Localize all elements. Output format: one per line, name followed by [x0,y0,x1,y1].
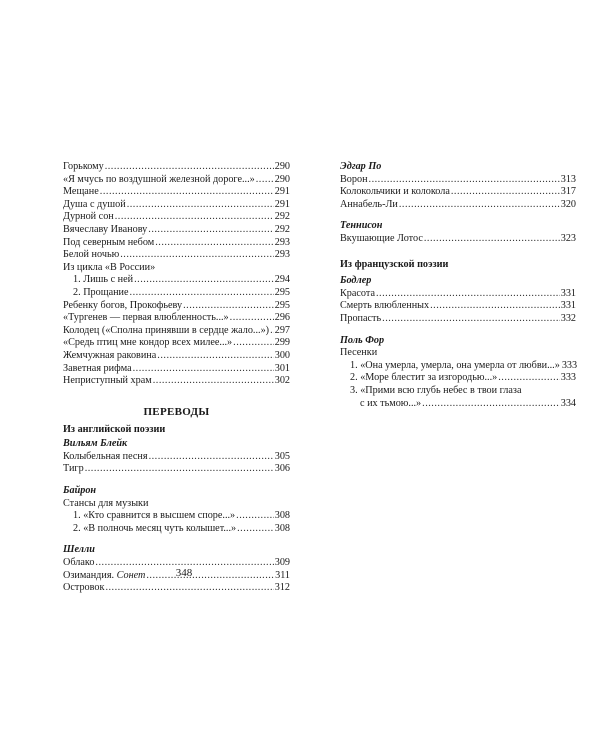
toc-entry [63,451,290,464]
toc-leader [148,224,273,237]
toc-title: «Тургенев — первая влюбленность...» [63,312,229,324]
toc-entry [340,199,576,212]
toc-page: 290 [274,161,290,172]
toc-title: Неприступный храм [63,375,152,387]
toc-leader [127,199,274,212]
toc-page: 317 [560,186,576,198]
toc-title: Заветная рифма [63,362,132,374]
toc-entry [63,375,290,388]
toc-entry [63,523,290,536]
toc-leader [133,363,274,376]
toc-page: 309 [274,557,290,569]
toc-entry [63,337,290,350]
toc-leader [233,337,274,350]
section-english: Из английской поэзии [63,423,166,435]
toc-page: 331 [560,300,576,312]
toc-leader [424,233,560,246]
toc-page: 302 [274,375,290,387]
toc-leader [451,186,560,199]
author-tennyson: Теннисон [340,220,383,232]
toc-title: 2. «Море блестит за изгородью...» [350,372,498,384]
toc-leader [100,186,274,199]
toc-title: Мещане [63,186,99,198]
author-poe: Эдгар По [340,161,382,172]
toc-title: 1. Лишь с ней [73,274,134,286]
toc-entry [63,510,290,523]
toc-title: 1. «Кто сравнится в высшем споре...» [73,510,236,522]
toc-entry [63,186,290,199]
toc-title: Горькому [63,161,104,172]
toc-entry [340,398,576,411]
toc-page: 334 [560,397,576,409]
author-baudelaire: Бодлер [340,275,372,287]
toc-title-subtitle: Сонет [116,569,146,581]
toc-leader [256,174,274,187]
toc-page: 301 [274,362,290,374]
author-blake: Вильям Блейк [63,438,128,450]
toc-title: Колодец («Сполна принявши в сердце жало...») [63,324,270,336]
toc-entry [63,363,290,376]
toc-title: Смерть влюбленных [340,300,430,312]
toc-entry [63,174,290,187]
author-byron: Байрон [63,485,97,497]
toc-title: Красота [340,287,375,299]
section-french: Из французской поэзии [340,258,449,270]
toc-leader [399,199,560,212]
toc-page: 311 [275,569,290,581]
toc-title: Тигр [63,463,84,475]
author-fort: Поль Фор [340,334,385,346]
toc-entry [63,237,290,250]
toc-leader [157,350,273,363]
toc-title: Пропасть [340,312,382,324]
right-column [340,161,576,410]
toc-page: 294 [274,274,290,286]
toc-title-continuation: с их тьмою...» [360,397,422,409]
toc-title: 3. «Прими всю глубь небес в твои глаза [350,384,522,396]
toc-title: Колокольчики и колокола [340,186,450,198]
toc-leader [120,249,274,262]
toc-entry [63,249,290,262]
toc-leader [105,161,274,174]
toc-page: 292 [274,223,290,235]
toc-entry [63,287,290,300]
toc-title: «Средь птиц мне кондор всех милее...» [63,337,233,349]
toc-leader [376,288,560,301]
toc-title: Вкушающие Лотос [340,232,423,244]
toc-page: 295 [274,286,290,298]
toc-page: 291 [274,198,290,210]
toc-leader [270,325,274,338]
toc-entry [63,463,290,476]
toc-leader [115,211,274,224]
toc-title: Белой ночью [63,249,120,261]
toc-leader [130,287,274,300]
toc-page: 332 [560,312,576,324]
toc-entry [63,199,290,212]
toc-leader [105,582,273,595]
translations-heading: ПЕРЕВОДЫ [143,405,210,418]
toc-page: 308 [274,510,290,522]
toc-leader [237,523,274,536]
toc-list-poems [63,161,290,388]
toc-page: 300 [274,349,290,361]
toc-title: 2. Прощание [73,286,129,298]
cycle-title: Из цикла «В России» [63,261,156,273]
toc-entry [63,312,290,325]
toc-leader [153,375,274,388]
toc-page: 323 [560,232,576,244]
toc-leader [382,313,560,326]
toc-page: 320 [560,198,576,210]
toc-title: Душа с душой [63,198,126,210]
toc-page: 296 [274,312,290,324]
toc-entry [63,224,290,237]
toc-title: 1. «Она умерла, умерла, она умерла от любви...» [350,359,560,371]
toc-title: Облако [63,557,95,569]
group-title: Песенки [340,347,378,359]
toc-entry [63,325,290,338]
toc-title: Дурной сон [63,211,114,223]
left-column [63,161,290,595]
toc-leader [369,174,560,187]
toc-leader [183,300,274,313]
toc-entry [63,582,290,595]
toc-entry [340,372,576,385]
toc-entry [63,350,290,363]
toc-page: 293 [274,249,290,261]
toc-title-main: Озимандия. [63,569,115,581]
toc-leader [230,312,274,325]
toc-leader [430,300,560,313]
toc-entry [340,288,576,301]
toc-page: 331 [560,287,576,299]
toc-leader [422,398,560,411]
toc-entry [63,300,290,313]
toc-title: Ребенку богов, Прокофьеву [63,299,183,311]
toc-page: 312 [274,582,290,594]
toc-leader [85,463,274,476]
toc-leader [134,274,274,287]
toc-page: 299 [274,337,290,349]
toc-page: 292 [274,211,290,223]
toc-page: 297 [274,324,290,336]
page-number: 348 [175,567,193,579]
toc-page: 293 [274,236,290,248]
toc-title: Под северным небом [63,236,155,248]
toc-entry [340,186,576,199]
toc-leader [498,372,560,385]
toc-entry [63,161,290,174]
toc-title: Вячеславу Иванову [63,223,148,235]
toc-title: «Я мчусь по воздушной железной дороге...» [63,173,255,185]
toc-entry [340,233,576,246]
toc-title: 2. «В полночь месяц чуть колышет...» [73,522,237,534]
toc-title: Островок [63,582,105,594]
toc-page: 305 [274,450,290,462]
toc-leader [236,510,274,523]
toc-title [63,570,145,583]
toc-page: 291 [274,186,290,198]
toc-entry [340,360,576,373]
toc-leader [155,237,274,250]
toc-entry [340,313,576,326]
author-shelley: Шелли [63,544,95,556]
toc-page: 333 [560,372,576,384]
toc-page: 290 [274,173,290,185]
toc-page: 306 [274,463,290,475]
toc-title: Жемчужная раковина [63,349,157,361]
toc-title: Аннабель-Ли [340,198,398,210]
toc-entry [340,174,576,187]
toc-entry [340,300,576,313]
toc-title: Ворон [340,173,368,185]
toc-page: 333 [561,359,578,371]
toc-page: 295 [274,299,290,311]
toc-page: 313 [560,173,576,185]
toc-entry [63,211,290,224]
group-title: Стансы для музыки [63,497,149,509]
toc-entry [63,274,290,287]
toc-leader [149,451,274,464]
toc-title: Колыбельная песня [63,450,148,462]
toc-page: 308 [274,522,290,534]
